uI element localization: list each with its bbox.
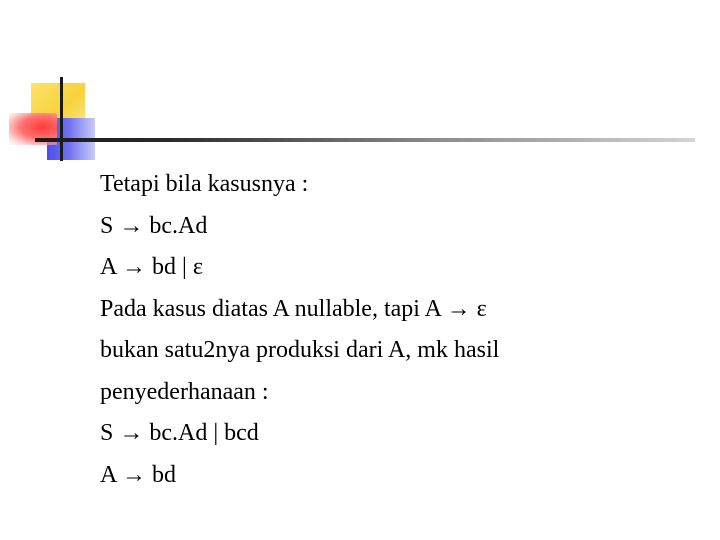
text-line: A → bd — [100, 461, 177, 488]
text-line: S → bc.Ad — [100, 212, 208, 239]
text-line: S → bc.Ad | bcd — [100, 420, 259, 446]
ornament-vertical-line — [60, 77, 63, 161]
text-line: A → bd | ε — [100, 254, 203, 280]
text-line: penyederhanaan : — [100, 378, 269, 405]
text-line: Tetapi bila kasusnya : — [100, 171, 309, 197]
text-line: bukan satu2nya produksi dari A, mk hasil — [100, 337, 500, 363]
slide-body — [100, 164, 700, 496]
title-rule — [35, 138, 695, 142]
text-line: Pada kasus diatas A nullable, tapi A → ε — [100, 295, 487, 322]
